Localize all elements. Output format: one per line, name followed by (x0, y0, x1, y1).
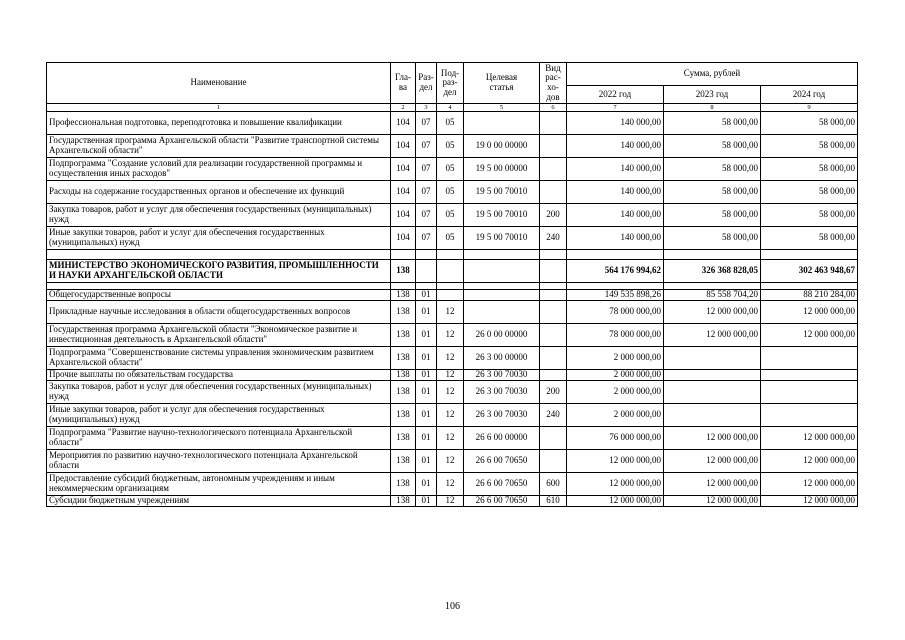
row-name-cell: Закупка товаров, работ и услуг для обеспечения государственных (муниципальных) нужд (47, 381, 391, 404)
glava-cell: 138 (391, 324, 416, 347)
glava-cell: 104 (391, 158, 416, 181)
vid-rashodov-cell (540, 112, 567, 135)
glava-cell: 104 (391, 204, 416, 227)
razdel-cell: 07 (416, 204, 437, 227)
celevaya-statya-cell: 26 6 00 70650 (464, 496, 540, 507)
podrazdel-cell: 12 (437, 301, 464, 324)
column-number: 6 (540, 104, 567, 112)
celevaya-statya-cell (464, 260, 540, 283)
sum-2022-cell: 78 000 000,00 (567, 324, 664, 347)
sum-2024-cell (761, 370, 858, 381)
header-year-2024: 2024 год (761, 86, 858, 104)
column-number: 7 (567, 104, 664, 112)
sum-2024-cell: 58 000,00 (761, 112, 858, 135)
podrazdel-cell: 12 (437, 473, 464, 496)
glava-cell: 138 (391, 450, 416, 473)
podrazdel-cell: 05 (437, 158, 464, 181)
celevaya-statya-cell: 26 3 00 70030 (464, 381, 540, 404)
column-number: 1 (47, 104, 391, 112)
vid-rashodov-cell: 610 (540, 496, 567, 507)
column-number: 4 (437, 104, 464, 112)
empty-cell (464, 250, 540, 260)
celevaya-statya-cell (464, 290, 540, 301)
razdel-cell: 01 (416, 473, 437, 496)
table-row (47, 347, 858, 370)
column-number: 3 (416, 104, 437, 112)
celevaya-statya-cell: 26 3 00 70030 (464, 370, 540, 381)
vid-rashodov-cell (540, 370, 567, 381)
table-row (47, 473, 858, 496)
sum-2022-cell: 140 000,00 (567, 181, 664, 204)
column-number: 2 (391, 104, 416, 112)
razdel-cell: 01 (416, 290, 437, 301)
celevaya-statya-cell: 26 0 00 00000 (464, 324, 540, 347)
row-name-cell: Расходы на содержание государственных органов и обеспечение их функций (47, 181, 391, 204)
table-row (47, 496, 858, 507)
sum-2022-cell: 140 000,00 (567, 204, 664, 227)
row-name-cell: Закупка товаров, работ и услуг для обеспечения государственных (муниципальных) нужд (47, 204, 391, 227)
empty-cell (540, 250, 567, 260)
razdel-cell: 01 (416, 381, 437, 404)
vid-rashodov-cell (540, 324, 567, 347)
podrazdel-cell (437, 290, 464, 301)
razdel-cell: 07 (416, 227, 437, 250)
sum-2022-cell: 2 000 000,00 (567, 381, 664, 404)
razdel-cell: 01 (416, 370, 437, 381)
celevaya-statya-cell (464, 112, 540, 135)
budget-table (46, 62, 858, 507)
sum-2024-cell (761, 381, 858, 404)
sum-2024-cell: 58 000,00 (761, 135, 858, 158)
sum-2024-cell: 88 210 284,00 (761, 290, 858, 301)
podrazdel-cell: 05 (437, 181, 464, 204)
razdel-cell: 01 (416, 404, 437, 427)
sum-2024-cell: 58 000,00 (761, 158, 858, 181)
empty-cell (391, 283, 416, 290)
empty-cell (664, 250, 761, 260)
table-row (47, 227, 858, 250)
row-name-cell: Государственная программа Архангельской области "Экономическое развитие и инвестиционная деятельность в Архангельской области" (47, 324, 391, 347)
table-body (47, 112, 858, 507)
celevaya-statya-cell: 26 6 00 70650 (464, 473, 540, 496)
sum-2024-cell: 302 463 948,67 (761, 260, 858, 283)
podrazdel-cell (437, 260, 464, 283)
empty-cell (416, 283, 437, 290)
row-name-cell: Подпрограмма "Развитие научно-технологического потенциала Архангельской области" (47, 427, 391, 450)
sum-2023-cell (664, 381, 761, 404)
sum-2022-cell: 140 000,00 (567, 227, 664, 250)
empty-cell (47, 250, 391, 260)
sum-2023-cell: 58 000,00 (664, 135, 761, 158)
podrazdel-cell: 12 (437, 404, 464, 427)
sum-2022-cell: 2 000 000,00 (567, 404, 664, 427)
podrazdel-cell: 12 (437, 450, 464, 473)
header-podrazdel: Под- раз- дел (437, 63, 464, 104)
sum-2022-cell: 12 000 000,00 (567, 450, 664, 473)
sum-2022-cell: 140 000,00 (567, 135, 664, 158)
sum-2022-cell: 12 000 000,00 (567, 496, 664, 507)
celevaya-statya-cell: 19 5 00 70010 (464, 227, 540, 250)
vid-rashodov-cell: 600 (540, 473, 567, 496)
table-row (47, 370, 858, 381)
sum-2024-cell: 12 000 000,00 (761, 301, 858, 324)
razdel-cell (416, 260, 437, 283)
sum-2023-cell: 58 000,00 (664, 227, 761, 250)
podrazdel-cell: 12 (437, 324, 464, 347)
sum-2023-cell: 12 000 000,00 (664, 473, 761, 496)
empty-cell (567, 250, 664, 260)
table-row (47, 301, 858, 324)
row-name-cell: Прочие выплаты по обязательствам государства (47, 370, 391, 381)
podrazdel-cell: 05 (437, 204, 464, 227)
table-row (47, 112, 858, 135)
glava-cell: 138 (391, 290, 416, 301)
header-glava: Гла- ва (391, 63, 416, 104)
vid-rashodov-cell: 200 (540, 204, 567, 227)
sum-2023-cell (664, 404, 761, 427)
header-celevaya-statya: Целевая статья (464, 63, 540, 104)
celevaya-statya-cell: 26 6 00 00000 (464, 427, 540, 450)
razdel-cell: 01 (416, 301, 437, 324)
razdel-cell: 01 (416, 450, 437, 473)
table-row (47, 181, 858, 204)
row-name-cell: Общегосударственные вопросы (47, 290, 391, 301)
table-row (47, 260, 858, 283)
header-year-2023: 2023 год (664, 86, 761, 104)
sum-2022-cell: 78 000 000,00 (567, 301, 664, 324)
vid-rashodov-cell (540, 301, 567, 324)
vid-rashodov-cell: 240 (540, 404, 567, 427)
column-numbers-row (47, 104, 858, 112)
sum-2023-cell: 12 000 000,00 (664, 301, 761, 324)
sum-2022-cell: 140 000,00 (567, 158, 664, 181)
glava-cell: 104 (391, 135, 416, 158)
vid-rashodov-cell (540, 181, 567, 204)
vid-rashodov-cell: 240 (540, 227, 567, 250)
sum-2024-cell: 58 000,00 (761, 181, 858, 204)
celevaya-statya-cell: 19 5 00 00000 (464, 158, 540, 181)
sum-2022-cell: 149 535 898,26 (567, 290, 664, 301)
sum-2023-cell: 85 558 704,20 (664, 290, 761, 301)
sum-2024-cell: 12 000 000,00 (761, 496, 858, 507)
glava-cell: 138 (391, 347, 416, 370)
header-summa: Сумма, рублей (567, 63, 858, 86)
sum-2024-cell: 12 000 000,00 (761, 450, 858, 473)
table-row (47, 290, 858, 301)
vid-rashodov-cell (540, 450, 567, 473)
sum-2023-cell: 12 000 000,00 (664, 324, 761, 347)
empty-cell (416, 250, 437, 260)
razdel-cell: 01 (416, 347, 437, 370)
sum-2024-cell: 12 000 000,00 (761, 473, 858, 496)
glava-cell: 104 (391, 181, 416, 204)
podrazdel-cell: 12 (437, 381, 464, 404)
sum-2023-cell: 58 000,00 (664, 204, 761, 227)
razdel-cell: 01 (416, 427, 437, 450)
column-number: 5 (464, 104, 540, 112)
celevaya-statya-cell: 19 5 00 70010 (464, 181, 540, 204)
empty-cell (464, 283, 540, 290)
sum-2023-cell: 58 000,00 (664, 181, 761, 204)
empty-cell (391, 250, 416, 260)
podrazdel-cell: 05 (437, 135, 464, 158)
razdel-cell: 07 (416, 181, 437, 204)
glava-cell: 138 (391, 427, 416, 450)
celevaya-statya-cell: 19 0 00 00000 (464, 135, 540, 158)
table-row (47, 324, 858, 347)
sum-2023-cell (664, 347, 761, 370)
razdel-cell: 07 (416, 135, 437, 158)
celevaya-statya-cell: 26 6 00 70650 (464, 450, 540, 473)
table-row (47, 283, 858, 290)
sum-2022-cell: 12 000 000,00 (567, 473, 664, 496)
glava-cell: 138 (391, 301, 416, 324)
table-row (47, 381, 858, 404)
podrazdel-cell: 05 (437, 227, 464, 250)
empty-cell (47, 283, 391, 290)
razdel-cell: 07 (416, 158, 437, 181)
row-name-cell: Прикладные научные исследования в области общегосударственных вопросов (47, 301, 391, 324)
page-number: 106 (445, 601, 460, 612)
table-row (47, 204, 858, 227)
celevaya-statya-cell: 26 3 00 00000 (464, 347, 540, 370)
row-name-cell: Предоставление субсидий бюджетным, автономным учреждениям и иным некоммерческим организациям (47, 473, 391, 496)
podrazdel-cell: 12 (437, 347, 464, 370)
header-year-2022: 2022 год (567, 86, 664, 104)
column-number: 8 (664, 104, 761, 112)
table-row (47, 135, 858, 158)
table-row (47, 404, 858, 427)
glava-cell: 138 (391, 370, 416, 381)
podrazdel-cell: 12 (437, 427, 464, 450)
glava-cell: 138 (391, 381, 416, 404)
podrazdel-cell: 12 (437, 496, 464, 507)
table-row (47, 158, 858, 181)
row-name-cell: Государственная программа Архангельской области "Развитие транспортной системы Архангельской области" (47, 135, 391, 158)
empty-cell (567, 283, 664, 290)
row-name-cell: Иные закупки товаров, работ и услуг для обеспечения государственных (муниципальных) нужд (47, 227, 391, 250)
row-name-cell: Субсидии бюджетным учреждениям (47, 496, 391, 507)
glava-cell: 104 (391, 112, 416, 135)
glava-cell: 104 (391, 227, 416, 250)
sum-2024-cell: 58 000,00 (761, 227, 858, 250)
row-name-cell: Подпрограмма "Совершенствование системы управления экономическим развитием Архангельской области" (47, 347, 391, 370)
row-name-cell: МИНИСТЕРСТВО ЭКОНОМИЧЕСКОГО РАЗВИТИЯ, ПРОМЫШЛЕННОСТИ И НАУКИ АРХАНГЕЛЬСКОЙ ОБЛАСТИ (47, 260, 391, 283)
empty-cell (437, 283, 464, 290)
column-number: 9 (761, 104, 858, 112)
vid-rashodov-cell (540, 135, 567, 158)
row-name-cell: Подпрограмма "Создание условий для реализации государственной программы и осуществления иных расходов" (47, 158, 391, 181)
sum-2024-cell (761, 404, 858, 427)
vid-rashodov-cell (540, 290, 567, 301)
header-name: Наименование (47, 63, 391, 104)
vid-rashodov-cell (540, 260, 567, 283)
podrazdel-cell: 12 (437, 370, 464, 381)
empty-cell (664, 283, 761, 290)
sum-2022-cell: 140 000,00 (567, 112, 664, 135)
glava-cell: 138 (391, 260, 416, 283)
razdel-cell: 07 (416, 112, 437, 135)
vid-rashodov-cell (540, 347, 567, 370)
sum-2024-cell: 58 000,00 (761, 204, 858, 227)
row-name-cell: Профессиональная подготовка, переподготовка и повышение квалификации (47, 112, 391, 135)
sum-2024-cell: 12 000 000,00 (761, 427, 858, 450)
empty-cell (540, 283, 567, 290)
sum-2023-cell: 12 000 000,00 (664, 450, 761, 473)
vid-rashodov-cell: 200 (540, 381, 567, 404)
empty-cell (437, 250, 464, 260)
razdel-cell: 01 (416, 324, 437, 347)
header-razdel: Раз- дел (416, 63, 437, 104)
row-name-cell: Мероприятия по развитию научно-технологического потенциала Архангельской области (47, 450, 391, 473)
vid-rashodov-cell (540, 427, 567, 450)
glava-cell: 138 (391, 496, 416, 507)
sum-2023-cell (664, 370, 761, 381)
sum-2022-cell: 2 000 000,00 (567, 370, 664, 381)
row-name-cell: Иные закупки товаров, работ и услуг для обеспечения государственных (муниципальных) нужд (47, 404, 391, 427)
sum-2023-cell: 58 000,00 (664, 112, 761, 135)
empty-cell (761, 283, 858, 290)
sum-2022-cell: 2 000 000,00 (567, 347, 664, 370)
sum-2023-cell: 12 000 000,00 (664, 496, 761, 507)
sum-2022-cell: 76 000 000,00 (567, 427, 664, 450)
glava-cell: 138 (391, 404, 416, 427)
celevaya-statya-cell: 26 3 00 70030 (464, 404, 540, 427)
table-row (47, 450, 858, 473)
sum-2024-cell (761, 347, 858, 370)
table-row (47, 250, 858, 260)
empty-cell (761, 250, 858, 260)
sum-2022-cell: 564 176 994,62 (567, 260, 664, 283)
header-vid-rashodov: Вид рас- хо- дов (540, 63, 567, 104)
celevaya-statya-cell (464, 301, 540, 324)
glava-cell: 138 (391, 473, 416, 496)
sum-2023-cell: 326 368 828,05 (664, 260, 761, 283)
table-row (47, 427, 858, 450)
sum-2023-cell: 58 000,00 (664, 158, 761, 181)
sum-2023-cell: 12 000 000,00 (664, 427, 761, 450)
podrazdel-cell: 05 (437, 112, 464, 135)
celevaya-statya-cell: 19 5 00 70010 (464, 204, 540, 227)
sum-2024-cell: 12 000 000,00 (761, 324, 858, 347)
razdel-cell: 01 (416, 496, 437, 507)
vid-rashodov-cell (540, 158, 567, 181)
